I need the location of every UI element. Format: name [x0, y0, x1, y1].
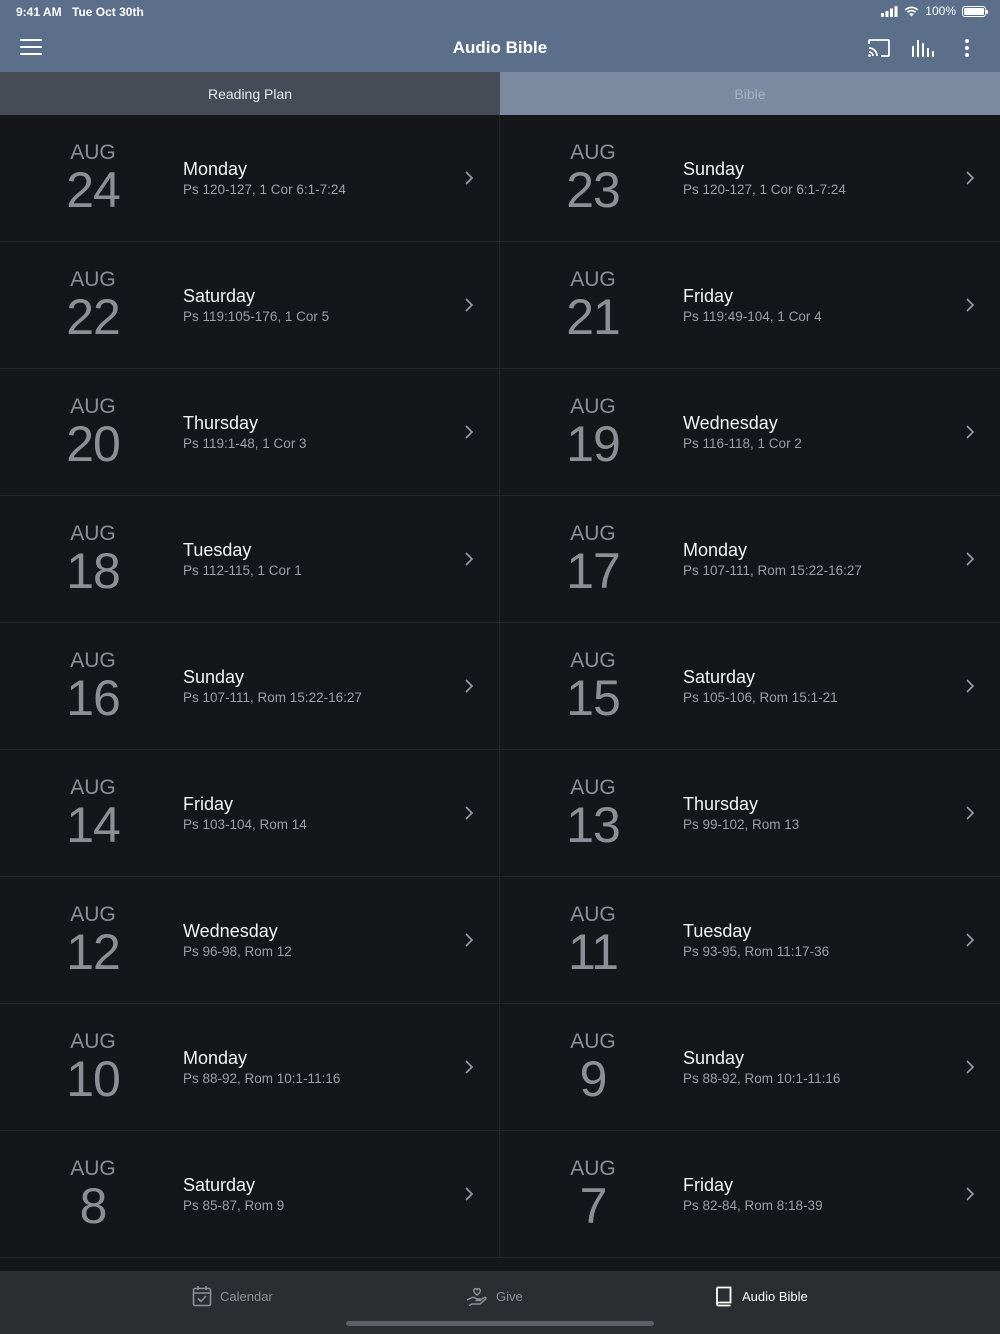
home-indicator [346, 1321, 654, 1326]
reading-day-item[interactable] [0, 496, 500, 622]
reading-day-item[interactable] [500, 115, 1000, 241]
reading-day-item[interactable] [0, 1004, 500, 1130]
passage-reference: Ps 88-92, Rom 10:1-11:16 [683, 1071, 841, 1086]
passage-reference: Ps 119:49-104, 1 Cor 4 [683, 309, 822, 324]
chevron-right-icon [964, 1059, 976, 1075]
weekday-label: Monday [683, 540, 748, 560]
date-day-number: 16 [66, 670, 120, 726]
tabbar-calendar[interactable] [192, 1285, 273, 1307]
reading-day-item[interactable] [500, 877, 1000, 1003]
weekday-label: Tuesday [183, 540, 252, 560]
date-month: AUG [570, 903, 616, 926]
reading-day-item[interactable] [0, 1131, 500, 1257]
chevron-right-icon [463, 297, 475, 313]
weekday-label: Thursday [183, 413, 259, 433]
status-time: 9:41 AM [16, 5, 62, 19]
list-row [0, 877, 1000, 1004]
reading-day-item[interactable] [500, 369, 1000, 495]
passage-reference: Ps 107-111, Rom 15:22-16:27 [183, 690, 362, 705]
date-month: AUG [70, 141, 116, 164]
reading-day-item[interactable] [500, 1131, 1000, 1257]
date-day-number: 11 [568, 924, 618, 980]
reading-day-item[interactable] [0, 242, 500, 368]
tabbar-audio-bible-label: Audio Bible [742, 1288, 808, 1304]
chevron-right-icon [463, 1186, 475, 1202]
date-day-number: 10 [66, 1051, 120, 1107]
reading-day-item[interactable] [0, 623, 500, 749]
date-month: AUG [570, 141, 616, 164]
date-month: AUG [570, 1030, 616, 1053]
chevron-right-icon [964, 1186, 976, 1202]
chevron-right-icon [964, 805, 976, 821]
tabbar-give[interactable] [466, 1285, 523, 1307]
date-day-number: 18 [66, 543, 120, 599]
passage-reference: Ps 107-111, Rom 15:22-16:27 [683, 563, 862, 578]
status-bar [0, 0, 1000, 24]
reading-day-item[interactable] [0, 750, 500, 876]
passage-reference: Ps 88-92, Rom 10:1-11:16 [183, 1071, 341, 1086]
passage-reference: Ps 119:1-48, 1 Cor 3 [183, 436, 307, 451]
page-title: Audio Bible [452, 38, 548, 57]
passage-reference: Ps 99-102, Rom 13 [683, 817, 800, 832]
reading-plan-list[interactable] [0, 115, 1000, 1271]
list-row [0, 496, 1000, 623]
reading-day-item[interactable] [0, 369, 500, 495]
weekday-label: Friday [183, 794, 234, 814]
weekday-label: Thursday [683, 794, 759, 814]
equalizer-icon[interactable] [910, 36, 936, 60]
chevron-right-icon [463, 170, 475, 186]
date-month: AUG [70, 395, 116, 418]
passage-reference: Ps 105-106, Rom 15:1-21 [683, 690, 838, 705]
status-date: Tue Oct 30th [72, 5, 144, 19]
weekday-label: Tuesday [683, 921, 752, 941]
list-row [0, 750, 1000, 877]
book-icon [714, 1285, 734, 1307]
reading-day-item[interactable] [500, 1004, 1000, 1130]
weekday-label: Saturday [683, 667, 756, 687]
list-row [0, 115, 1000, 242]
reading-day-item[interactable] [500, 496, 1000, 622]
date-day-number: 23 [566, 162, 620, 218]
list-row [0, 623, 1000, 750]
reading-day-item[interactable] [500, 623, 1000, 749]
chevron-right-icon [463, 424, 475, 440]
date-month: AUG [70, 1157, 116, 1180]
date-day-number: 12 [66, 924, 120, 980]
date-day-number: 14 [66, 797, 120, 853]
date-day-number: 7 [579, 1178, 607, 1234]
passage-reference: Ps 116-118, 1 Cor 2 [683, 436, 802, 451]
date-day-number: 13 [566, 797, 620, 853]
chevron-right-icon [964, 297, 976, 313]
reading-day-item[interactable] [500, 750, 1000, 876]
segment-tabs [0, 72, 1000, 115]
reading-day-item[interactable] [0, 877, 500, 1003]
chevron-right-icon [964, 551, 976, 567]
list-row [0, 1004, 1000, 1131]
tabbar-calendar-label: Calendar [220, 1288, 273, 1304]
reading-day-item[interactable] [500, 242, 1000, 368]
date-month: AUG [70, 776, 116, 799]
status-right [881, 4, 986, 18]
date-day-number: 19 [566, 416, 620, 472]
weekday-label: Friday [683, 1175, 734, 1195]
calendar-icon [192, 1285, 212, 1307]
nav-bar [0, 24, 1000, 72]
passage-reference: Ps 120-127, 1 Cor 6:1-7:24 [683, 182, 846, 197]
passage-reference: Ps 82-84, Rom 8:18-39 [683, 1198, 823, 1213]
cast-icon[interactable] [866, 36, 892, 60]
weekday-label: Monday [183, 1048, 248, 1068]
weekday-label: Wednesday [183, 921, 278, 941]
weekday-label: Monday [183, 159, 248, 179]
passage-reference: Ps 93-95, Rom 11:17-36 [683, 944, 830, 959]
date-month: AUG [70, 522, 116, 545]
nav-actions [866, 36, 980, 60]
chevron-right-icon [964, 170, 976, 186]
passage-reference: Ps 96-98, Rom 12 [183, 944, 292, 959]
date-day-number: 17 [566, 543, 620, 599]
passage-reference: Ps 112-115, 1 Cor 1 [183, 563, 302, 578]
date-day-number: 9 [579, 1051, 607, 1107]
date-month: AUG [70, 649, 116, 672]
give-icon [466, 1285, 488, 1307]
wifi-icon [904, 6, 919, 17]
chevron-right-icon [463, 805, 475, 821]
weekday-label: Wednesday [683, 413, 778, 433]
signal-icon [881, 6, 898, 17]
date-month: AUG [570, 395, 616, 418]
more-options-icon[interactable] [954, 36, 980, 60]
date-day-number: 21 [566, 289, 620, 345]
passage-reference: Ps 85-87, Rom 9 [183, 1198, 285, 1213]
date-month: AUG [570, 776, 616, 799]
date-month: AUG [570, 268, 616, 291]
reading-day-item[interactable] [0, 115, 500, 241]
battery-icon [962, 6, 986, 17]
weekday-label: Saturday [183, 286, 256, 306]
weekday-label: Sunday [683, 1048, 745, 1068]
date-month: AUG [70, 1030, 116, 1053]
date-month: AUG [70, 903, 116, 926]
tabbar-audio-bible[interactable] [714, 1285, 808, 1307]
date-day-number: 20 [66, 416, 120, 472]
weekday-label: Sunday [183, 667, 245, 687]
chevron-right-icon [964, 678, 976, 694]
chevron-right-icon [463, 932, 475, 948]
chevron-right-icon [964, 424, 976, 440]
passage-reference: Ps 119:105-176, 1 Cor 5 [183, 309, 330, 324]
passage-reference: Ps 103-104, Rom 14 [183, 817, 307, 832]
passage-reference: Ps 120-127, 1 Cor 6:1-7:24 [183, 182, 346, 197]
tab-bible[interactable]: Bible [500, 72, 1000, 115]
date-day-number: 15 [566, 670, 620, 726]
chevron-right-icon [463, 1059, 475, 1075]
date-month: AUG [570, 522, 616, 545]
date-month: AUG [570, 1157, 616, 1180]
date-day-number: 24 [66, 162, 120, 218]
chevron-right-icon [463, 678, 475, 694]
battery-percent: 100% [925, 4, 956, 18]
date-day-number: 22 [66, 289, 120, 345]
weekday-label: Sunday [683, 159, 745, 179]
tabbar-give-label: Give [496, 1288, 523, 1304]
date-day-number: 8 [79, 1178, 107, 1234]
tab-reading-plan[interactable]: Reading Plan [0, 72, 500, 115]
date-month: AUG [70, 268, 116, 291]
date-month: AUG [570, 649, 616, 672]
list-row [0, 369, 1000, 496]
chevron-right-icon [463, 551, 475, 567]
chevron-right-icon [964, 932, 976, 948]
list-row [0, 1131, 1000, 1258]
weekday-label: Saturday [183, 1175, 256, 1195]
weekday-label: Friday [683, 286, 734, 306]
list-row [0, 242, 1000, 369]
